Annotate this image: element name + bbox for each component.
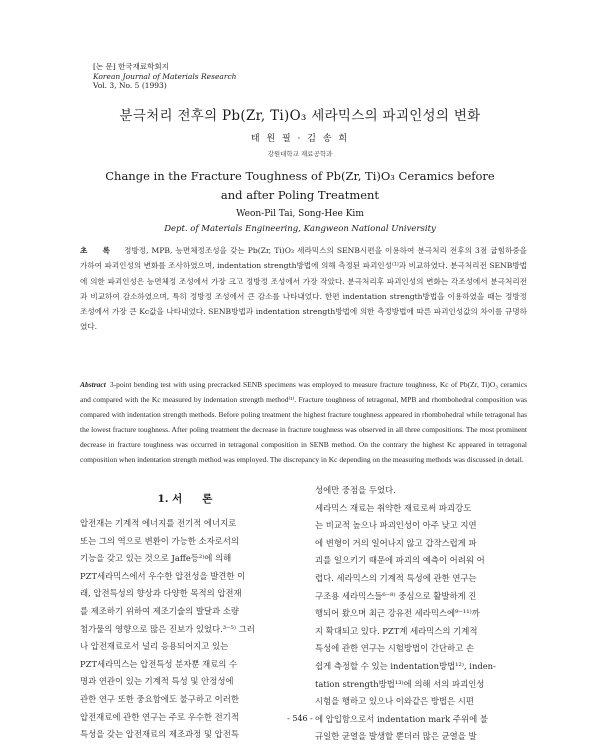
body-line: 특성에 관한 연구는 시험방법이 간단하고 손 — [315, 643, 474, 654]
body-line: 지 확대되고 있다. PZT계 세라믹스의 기계적 — [315, 625, 478, 636]
body-line: 에 압입함으로서 indentation mark 주위에 불 — [315, 713, 488, 724]
body-line: 성에만 중점을 두었다. — [315, 485, 396, 495]
journal-category: [논 문] 한국재료학회지 — [93, 62, 169, 71]
body-line: 압전재료에 관한 연구는 주로 우수한 전기적 — [80, 711, 239, 722]
title-english-line2: and after Poling Treatment — [220, 188, 380, 202]
title-english — [0, 167, 600, 205]
journal-header — [93, 62, 236, 91]
body-line: 압전재는 기계적 에너지를 전기적 에너지로 — [80, 518, 237, 528]
page-number: - 546 - — [287, 714, 313, 723]
body-line: 래, 압전특성의 향상과 다양한 목적의 압전재 — [80, 588, 242, 599]
body-line: PZT세라믹스는 압전특성 분자뿐 재료의 수 — [80, 658, 238, 669]
body-line: 쉽게 측정할 수 있는 indentation방법¹²⁾, inden- — [315, 660, 496, 671]
abstract-english-text: 3-point bending test with using precracked SENB specimens was employed to measure fracture toughness, Kc of Pb(Zr, Ti)O₃ ceramics and compared with the Kc measured by indentation strength method⁽¹⁾. Fracture toughness of tetragonal, MPB and rhombohedral composition was compared with indentation strength methods. Before poling treatment the highest fracture toughness appeared in rhombohedral while tetragonal has the lowest fracture toughness. After poling treatment the decrease in fracture toughness was observed in all three compositions. The most prominent decrease in fracture toughness was occurred in tetragonal composition in SENB method. On the contrary the highest Kc appeared in tetragonal composition when indentation strength method was employed. The discrepancy in Kc depending on the measuring methods was discussed in detail. — [80, 380, 527, 464]
abstract-english-label: Abstract — [80, 380, 106, 389]
body-line: 특성을 갖는 압전재료의 제조과정 및 압전특 — [80, 729, 239, 740]
section-heading — [80, 491, 290, 506]
abstract-korean-label: 초 록 — [80, 246, 117, 255]
affiliation-english: Dept. of Materials Engineering, Kangweon National University — [164, 224, 436, 234]
body-line: 또는 그의 역으로 변환이 가능한 소자로서의 — [80, 535, 239, 546]
body-line: 렵다. 세라믹스의 기계적 특성에 관한 연구는 — [315, 572, 477, 583]
body-line: 에 변형이 거의 일어나지 않고 갑작스럽게 파 — [315, 537, 477, 548]
affiliation-korean: 강원대학교 재료공학과 — [267, 150, 333, 158]
title-english-line1: Change in the Fracture Toughness of Pb(Zr, Ti)O₃ Ceramics before — [105, 169, 495, 183]
body-line: 첨가물의 영향으로 많은 진보가 있었다.³⁻⁵⁾ 그러 — [80, 623, 255, 634]
authors-korean: 태 원 필 · 김 송 희 — [250, 134, 350, 144]
body-line: PZT세라믹스에서 우수한 압전성을 발견한 이 — [80, 570, 246, 581]
body-line: 규일한 균열을 발생할 뿐더러 많은 균열을 발 — [315, 731, 477, 742]
body-line: 는 비교적 높으나 파괴인성이 아주 낮고 지연 — [315, 520, 477, 531]
body-line: 괴를 일으키기 때문에 파괴의 예측이 어려워 어 — [315, 555, 485, 566]
body-column-left — [80, 515, 293, 744]
abstract-korean — [80, 243, 527, 335]
journal-volume: Vol. 3, No. 5 (1993) — [93, 81, 167, 90]
body-line: 관한 연구 또한 중요함에도 불구하고 이러한 — [80, 693, 239, 704]
body-line: tation strength방법¹³⁾에 의해 서의 파괴인성 — [315, 678, 485, 689]
section-title: 론 — [202, 493, 213, 505]
body-line: 시험을 행하고 있으나 이와같은 방법은 시편 — [315, 696, 474, 707]
body-line: 나 압전재료로서 널리 응용되어지고 있는 — [80, 641, 229, 652]
body-line: 기능을 갖고 있는 것으로 Jaffe등²⁾에 의해 — [80, 553, 232, 564]
body-line: 행되어 왔으며 최근 강유전 세라믹스에⁹⁻¹¹⁾까 — [315, 608, 480, 619]
abstract-english — [80, 378, 527, 467]
body-line: 구조용 세라믹스들⁶⁻⁸⁾ 중심으로 활발하게 진 — [315, 590, 477, 601]
authors-english: Weon-Pil Tai, Song-Hee Kim — [236, 209, 364, 219]
body-line: 명과 연관이 있는 기계적 특성 및 안정성에 — [80, 676, 234, 687]
body-column-right — [315, 482, 528, 746]
body-line: 세라믹스 재료는 취약한 재료로써 파괴강도 — [315, 502, 472, 513]
section-number: 1. 서 — [157, 493, 183, 505]
journal-name: Korean Journal of Materials Research — [93, 71, 237, 81]
title-korean: 분극처리 전후의 Pb(Zr, Ti)O₃ 세라믹스의 파괴인성의 변화 — [119, 108, 481, 124]
abstract-korean-text: 정방정, MPB, 능면체정조성을 갖는 Pb(Zr, Ti)O₃ 세라믹스의 SENB시편을 이용하여 분극처리 전후의 3점 굽힘하중을 가하여 파괴인성의 변화를 조사하였으며, indentation strength방법에 의해 측정된 파괴인성⁽¹⁾과 비교하였다. 분극처리전 SENB방법에 의한 파괴인성은 능면체정 조성에서 가장 크고 정방정 조성에서 가장 작았다. 분극처리후 파괴인성의 변화는 각조성에서 분극처리전과 비교하여 감소하였으며, 특히 정방정 조성에서 큰 감소를 나타내었다. 한편 indentation strength방법을 이용하였을 때는 정방정 조성에서 가장 큰 Kc값을 나타내었다. SENB방법과 indentation strength방법에 의한 측정방법에 따른 파괴인성값의 차이를 규명하였다. — [80, 246, 527, 332]
body-line: 를 제조하기 위하여 제조기술의 발달과 소량 — [80, 605, 239, 616]
